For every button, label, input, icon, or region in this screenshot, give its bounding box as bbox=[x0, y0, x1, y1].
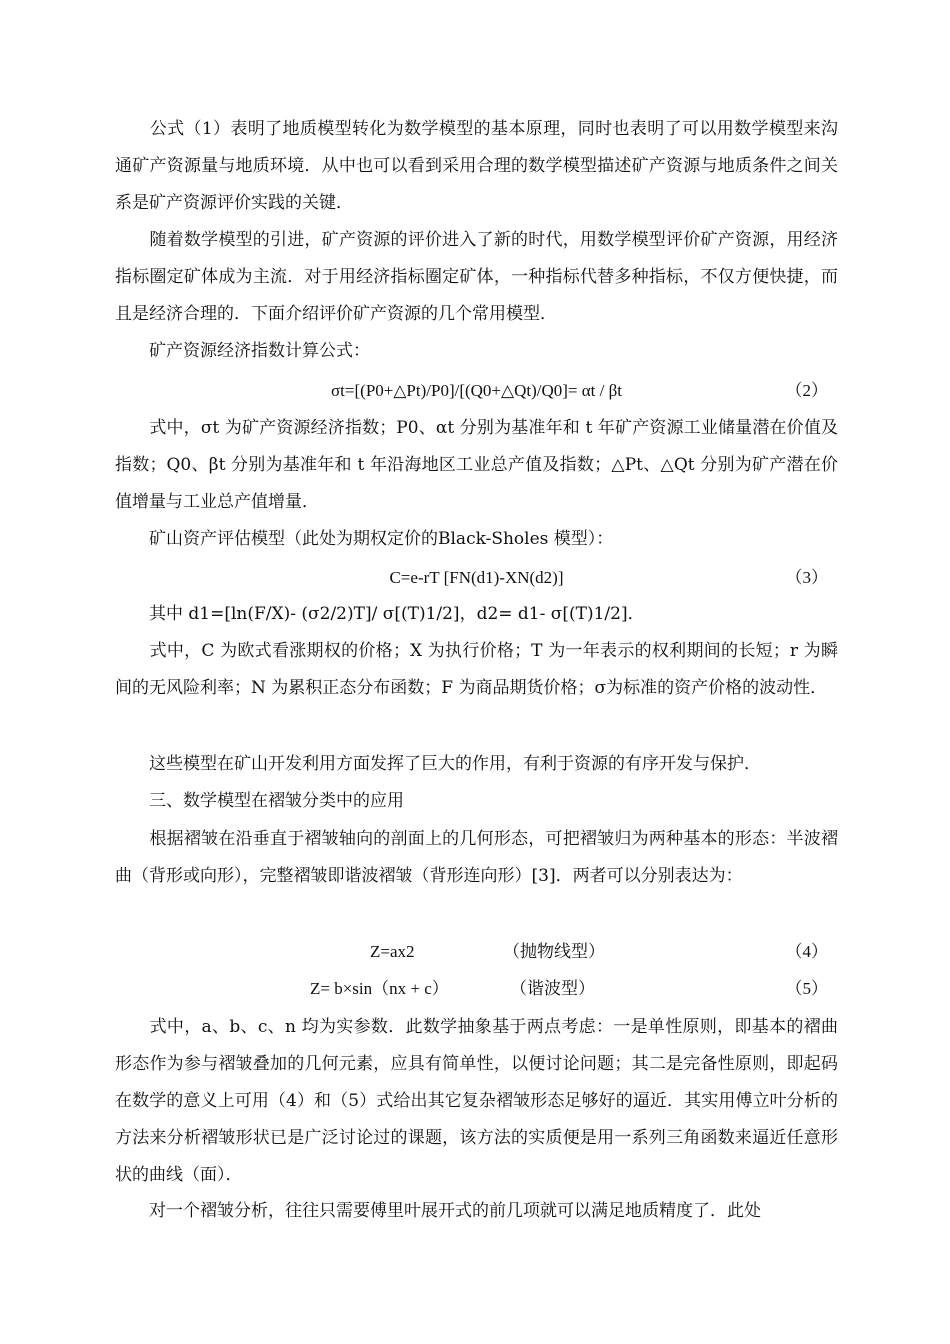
equation-4 bbox=[115, 933, 838, 970]
section-heading-fold-classification: 三、数学模型在褶皱分类中的应用 bbox=[115, 791, 404, 811]
equation-4-note: （抛物线型） bbox=[503, 942, 605, 961]
paragraph-d1-d2-definition: 其中 d1=[ln(F/X)- (σ2/2)T]/ σ[(T)1/2]，d2= d1- σ[(T)1/2]． bbox=[115, 604, 645, 624]
equation-3 bbox=[115, 559, 838, 596]
equation-5 bbox=[115, 970, 838, 1007]
equation-2-formula: σt=[(P0+△Pt)/P0]/[(Q0+△Qt)/Q0]= αt / βt bbox=[331, 381, 622, 400]
paragraph-economic-index-heading: 矿产资源经济指数计算公式： bbox=[115, 341, 370, 361]
paragraph-models-role: 这些模型在矿山开发利用方面发挥了巨大的作用，有利于资源的有序开发与保护． bbox=[115, 754, 761, 774]
paragraph-eq3-variables: 式中，C 为欧式看涨期权的价格；X 为执行价格；T 为一年表示的权利期间的长短；r 为瞬间的无风险利率；N 为累积正态分布函数；F 为商品期货价格；σ为标准的资产价格的波动性． bbox=[115, 641, 838, 698]
paragraph-math-model-intro: 随着数学模型的引进，矿产资源的评价进入了新的时代，用数学模型评价矿产资源，用经济指标圈定矿体成为主流．对于用经济指标圈定矿体，一种指标代替多种指标，不仅方便快捷，而且是经济合理的．下面介绍评价矿产资源的几个常用模型． bbox=[115, 230, 838, 324]
paragraph-parameter-explanation: 式中，a、b、c、n 均为实参数．此数学抽象基于两点考虑：一是单性原则，即基本的褶曲形态作为参与褶皱叠加的几何元素，应具有简单性，以便讨论问题；其二是完备性原则，即起码在数学的意义上可用（4）和（5）式给出其它复杂褶皱形态足够好的逼近．其实用傅立叶分析的方法来分析褶皱形状已是广泛讨论过的课题，该方法的实质便是用一系列三角函数来逼近任意形状的曲线（面）． bbox=[115, 1017, 838, 1185]
equation-2 bbox=[115, 372, 838, 409]
equation-5-number: （5） bbox=[785, 979, 828, 998]
equation-3-number: （3） bbox=[785, 568, 828, 587]
equation-5-note: （谐波型） bbox=[510, 979, 595, 998]
paragraph-fold-forms: 根据褶皱在沿垂直于褶皱轴向的剖面上的几何形态，可把褶皱归为两种基本的形态：半波褶曲（背形或向形），完整褶皱即谐波褶皱（背形连向形）[3]．两者可以分别表达为： bbox=[115, 829, 838, 886]
equation-5-formula: Z= b×sin（nx + c） bbox=[310, 979, 449, 998]
paragraph-black-sholes-heading: 矿山资产评估模型（此处为期权定价的Black-Sholes 模型）： bbox=[115, 529, 614, 549]
paragraph-eq2-variables: 式中，σt 为矿产资源经济指数；P0、αt 分别为基准年和 t 年矿产资源工业储量潜在价值及指数；Q0、βt 分别为基准年和 t 年沿海地区工业总产值及指数；△Pt、△Qt 分别为矿产潜在价值增量与工业总产值增量． bbox=[115, 418, 838, 512]
paragraph-fourier-precision: 对一个褶皱分析，往往只需要傅里叶展开式的前几项就可以满足地质精度了．此处 bbox=[115, 1201, 761, 1221]
equation-2-number: （2） bbox=[785, 381, 828, 400]
equation-4-formula: Z=ax2 bbox=[370, 942, 415, 961]
equation-4-number: （4） bbox=[785, 942, 828, 961]
paragraph-formula1-meaning: 公式（1）表明了地质模型转化为数学模型的基本原理，同时也表明了可以用数学模型来沟通矿产资源量与地质环境．从中也可以看到采用合理的数学模型描述矿产资源与地质条件之间关系是矿产资源评价实践的关键． bbox=[115, 119, 838, 213]
equation-3-formula: C=e-rT [FN(d1)-XN(d2)] bbox=[389, 568, 564, 587]
